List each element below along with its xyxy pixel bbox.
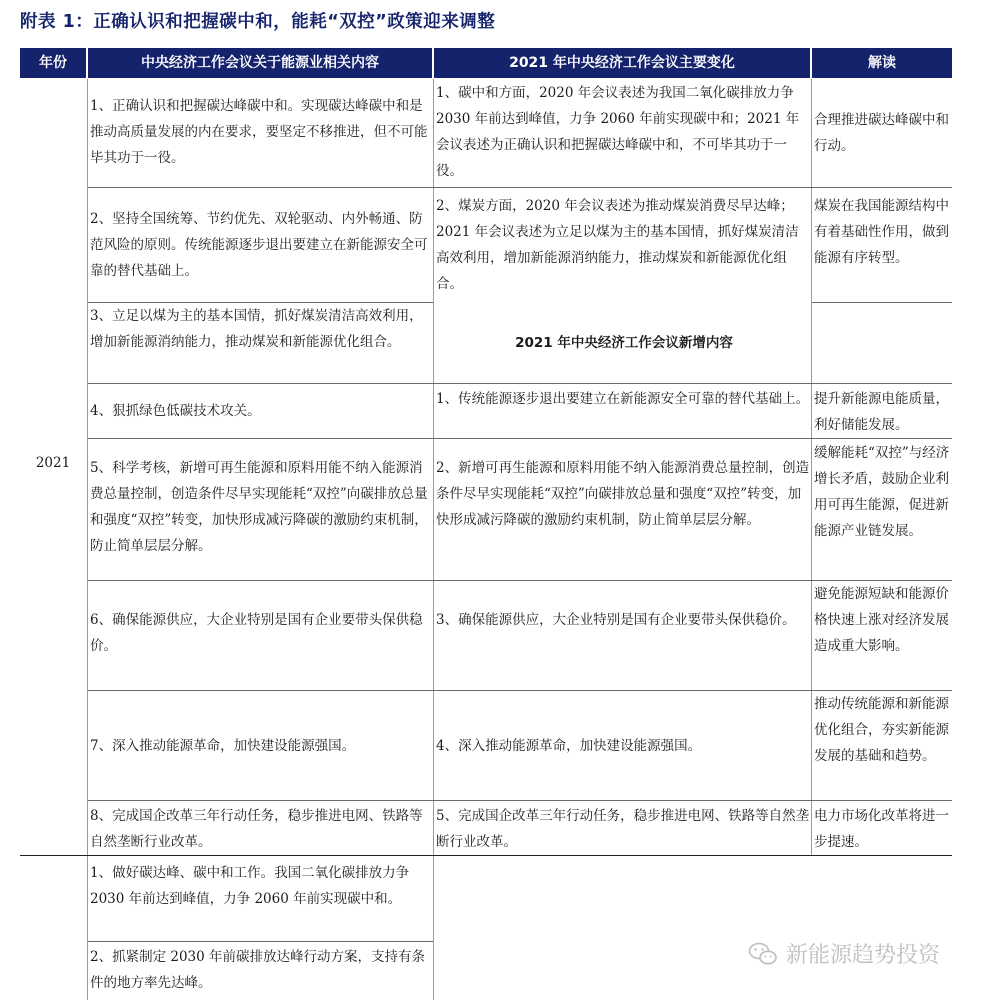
content-cell: 8、完成国企改革三年行动任务，稳步推进电网、铁路等自然垄断行业改革。: [90, 808, 423, 850]
interpretation-cell: 合理推进碳达峰碳中和行动。: [814, 112, 949, 154]
change-cell: 2、煤炭方面，2020 年会议表述为推动煤炭消费尽早达峰；2021 年会议表述为立足以煤为主的基本国情，抓好煤炭清洁高效利用，增加新能源消纳能力，推动煤炭和新能源优化组合。: [436, 198, 799, 292]
header-year: 年份: [20, 48, 86, 78]
header-interpretation: 解读: [812, 48, 952, 78]
change-cell: 4、深入推动能源革命，加快建设能源强国。: [436, 738, 702, 754]
row-divider: [88, 187, 952, 188]
header-changes: 2021 年中央经济工作会议主要变化: [434, 48, 810, 78]
change-cell: 3、确保能源供应，大企业特别是国有企业要带头保供稳价。: [436, 612, 796, 628]
interpretation-cell: 推动传统能源和新能源优化组合，夯实新能源发展的基础和趋势。: [814, 696, 949, 764]
column-divider: [87, 79, 88, 1000]
row-divider: [812, 302, 952, 303]
watermark: [748, 938, 940, 969]
content-cell: 4、狠抓绿色低碳技术攻关。: [90, 403, 261, 419]
content-cell: 2、抓紧制定 2030 年前碳排放达峰行动方案，支持有条件的地方率先达峰。: [90, 949, 426, 991]
new-content-header: 2021 年中央经济工作会议新增内容: [515, 335, 733, 351]
watermark-text: 新能源趋势投资: [786, 943, 941, 968]
table-title: 附表 1：正确认识和把握碳中和，能耗“双控”政策迎来调整: [20, 12, 496, 32]
change-cell: 2、新增可再生能源和原料用能不纳入能源消费总量控制，创造条件尽早实现能耗“双控”向碳排放总量和强度“双控”转变，加快形成减污降碳的激励约束机制，防止简单层层分解。: [436, 460, 810, 528]
interpretation-cell: 电力市场化改革将进一步提速。: [814, 808, 949, 850]
row-divider: [88, 941, 433, 942]
interpretation-cell: 缓解能耗“双控”与经济增长矛盾，鼓励企业利用可再生能源，促进新能源产业链发展。: [814, 445, 950, 539]
content-cell: 5、科学考核，新增可再生能源和原料用能不纳入能源消费总量控制，创造条件尽早实现能耗“双控”向碳排放总量和强度“双控”转变，加快形成减污降碳的激励约束机制，防止简单层层分解。: [90, 460, 428, 554]
interpretation-cell: 避免能源短缺和能源价格快速上涨对经济发展造成重大影响。: [814, 586, 949, 654]
row-divider: [88, 383, 952, 384]
column-divider: [433, 79, 434, 1000]
content-cell: 7、深入推动能源革命，加快建设能源强国。: [90, 738, 356, 754]
change-cell: 1、碳中和方面，2020 年会议表述为我国二氧化碳排放力争 2030 年前达到峰值，力争 2060 年前实现碳中和；2021 年会议表述为正确认识和把握碳达峰碳中和，不可毕其功于一役。: [436, 85, 800, 179]
content-cell: 1、做好碳达峰、碳中和工作。我国二氧化碳排放力争 2030 年前达到峰值，力争 2060 年前实现碳中和。: [90, 865, 410, 907]
interpretation-cell: 提升新能源电能质量，利好储能发展。: [814, 391, 949, 433]
change-cell: 1、传统能源逐步退出要建立在新能源安全可靠的替代基础上。: [436, 391, 810, 407]
year-divider: [20, 855, 952, 856]
content-cell: 6、确保能源供应，大企业特别是国有企业要带头保供稳价。: [90, 612, 423, 654]
row-divider: [88, 800, 952, 801]
wechat-icon: [748, 941, 778, 967]
row-divider: [88, 438, 952, 439]
year-2021-label: 2021: [35, 455, 71, 471]
content-cell: 2、坚持全国统筹、节约优先、双轮驱动、内外畅通、防范风险的原则。传统能源逐步退出要建立在新能源安全可靠的替代基础上。: [90, 211, 428, 279]
content-cell: 3、立足以煤为主的基本国情，抓好煤炭清洁高效利用，增加新能源消纳能力，推动煤炭和新能源优化组合。: [90, 308, 423, 350]
change-cell: 5、完成国企改革三年行动任务，稳步推进电网、铁路等自然垄断行业改革。: [436, 808, 810, 850]
content-cell: 1、正确认识和把握碳达峰碳中和。实现碳达峰碳中和是推动高质量发展的内在要求，要坚定不移推进，但不可能毕其功于一役。: [90, 98, 428, 166]
interpretation-cell: 煤炭在我国能源结构中有着基础性作用，做到能源有序转型。: [814, 198, 949, 266]
header-content: 中央经济工作会议关于能源业相关内容: [88, 48, 432, 78]
